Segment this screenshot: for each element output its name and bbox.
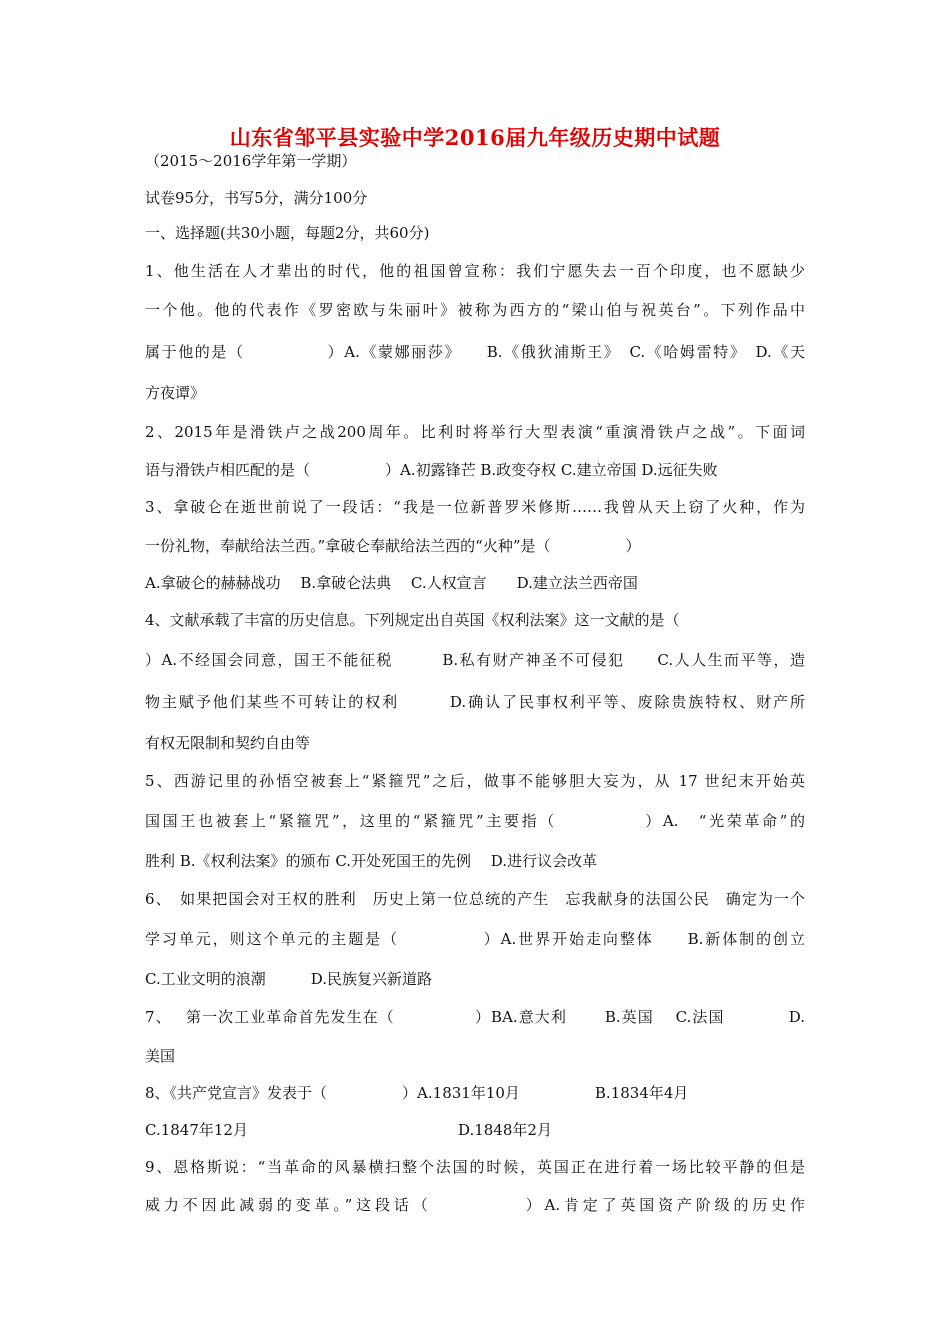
- question-line: 美国: [145, 1047, 176, 1065]
- question-line: 有权无限制和契约自由等: [145, 734, 311, 752]
- question-line: ）A.不经国会同意，国王不能征税 B.私有财产神圣不可侵犯 C.人人生而平等，造: [145, 651, 805, 669]
- question-line: 语与滑铁卢相匹配的是（ ）A.初露锋芒 B.政变夺权 C.建立帝国 D.远征失败: [145, 461, 718, 479]
- question-line: 胜利 B.《权利法案》的颁布 C.开处死国王的先例 D.进行议会改革: [145, 852, 598, 870]
- question-line: 2、2015年是滑铁卢之战200周年。比利时将举行大型表演“重演滑铁卢之战”。下面词: [145, 423, 805, 441]
- question-line: 属于他的是（ ）A.《蒙娜丽莎》 B.《俄狄浦斯王》 C.《哈姆雷特》 D.《天: [145, 343, 805, 361]
- question-line: 4、文献承载了丰富的历史信息。下列规定出自英国《权利法案》这一文献的是（: [145, 611, 680, 629]
- question-line: 一份礼物，奉献给法兰西。”拿破仑奉献给法兰西的“火种”是（ ）: [145, 537, 641, 555]
- question-line: 3、拿破仑在逝世前说了一段话：“我是一位新普罗米修斯……我曾从天上窃了火种，作为: [145, 498, 805, 516]
- question-line: 6、 如果把国会对王权的胜利 历史上第一位总统的产生 忘我献身的法国公民 确定为一个: [145, 890, 805, 908]
- question-line: C.1847年12月 D.1848年2月: [145, 1121, 552, 1139]
- question-line: 9、恩格斯说：“当革命的风暴横扫整个法国的时候，英国正在进行着一场比较平静的但是: [145, 1158, 805, 1176]
- question-line: 物主赋予他们某些不可转让的权利 D.确认了民事权利平等、废除贵族特权、财产所: [145, 693, 805, 711]
- question-line: 方夜谭》: [145, 384, 206, 402]
- question-line: 5、西游记里的孙悟空被套上“紧箍咒”之后，做事不能够胆大妄为，从 17 世纪末开始英: [145, 772, 805, 790]
- question-line: A.拿破仑的赫赫战功 B.拿破仑法典 C.人权宣言 D.建立法兰西帝国: [145, 574, 638, 592]
- exam-title: 山东省邹平县实验中学2016届九年级历史期中试题: [229, 125, 721, 150]
- question-line: 国国王也被套上“紧箍咒”，这里的“紧箍咒”主要指（ ）A. “光荣革命”的: [145, 812, 805, 830]
- section-heading: 一、选择题(共30小题，每题2分，共60分): [145, 224, 430, 242]
- score-info: 试卷95分，书写5分，满分100分: [145, 189, 368, 207]
- question-line: 一个他。他的代表作《罗密欧与朱丽叶》被称为西方的“梁山伯与祝英台”。下列作品中: [145, 301, 805, 319]
- question-line: 8、《共产党宣言》发表于（ ）A.1831年10月 B.1834年4月: [145, 1084, 689, 1102]
- question-line: 威力不因此减弱的变革。”这段话（ ）A.肯定了英国资产阶级的历史作: [145, 1196, 805, 1214]
- exam-subtitle: （2015～2016学年第一学期）: [145, 152, 357, 170]
- question-line: 1、他生活在人才辈出的时代，他的祖国曾宣称：我们宁愿失去一百个印度，也不愿缺少: [145, 262, 805, 280]
- question-line: 7、 第一次工业革命首先发生在（ ）BA.意大利 B.英国 C.法国 D.: [145, 1008, 805, 1026]
- question-line: C.工业文明的浪潮 D.民族复兴新道路: [145, 970, 432, 988]
- question-line: 学习单元，则这个单元的主题是（ ）A.世界开始走向整体 B.新体制的创立: [145, 930, 805, 948]
